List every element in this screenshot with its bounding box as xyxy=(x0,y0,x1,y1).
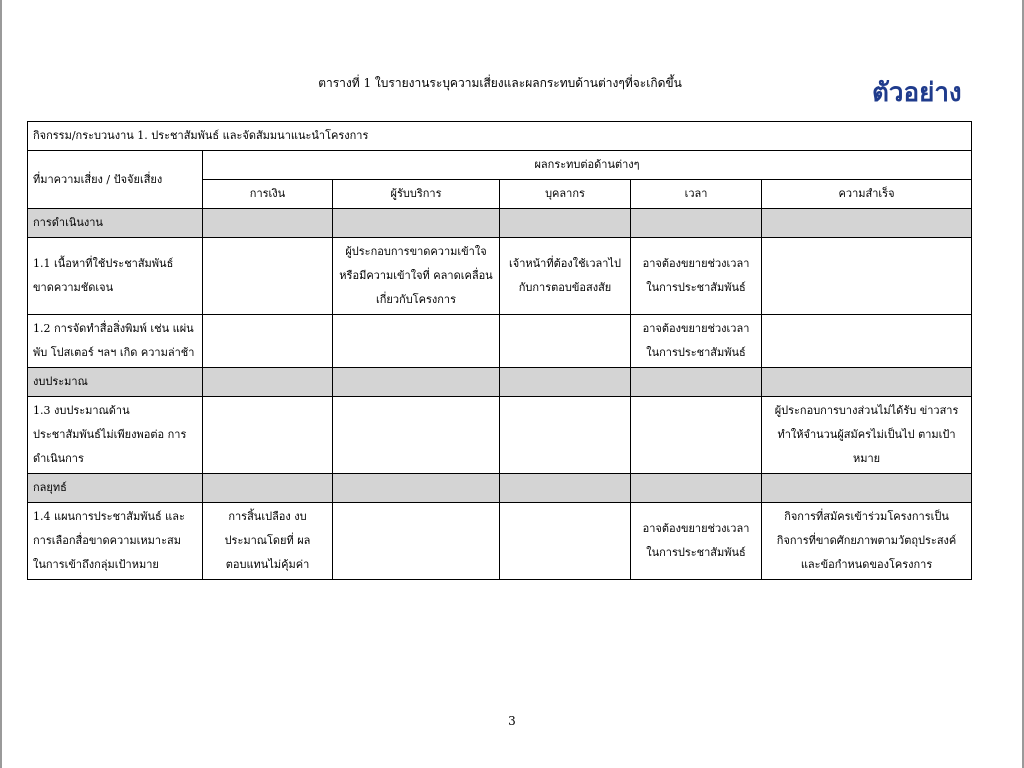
risk-source-cell: 1.3 งบประมาณด้าน ประชาสัมพันธ์ไม่เพียงพอต่อ การดำเนินการ xyxy=(28,397,203,474)
column-header-finance: การเงิน xyxy=(203,180,333,209)
time-cell: อาจต้องขยายช่วงเวลา ในการประชาสัมพันธ์ xyxy=(631,315,762,368)
finance-cell xyxy=(203,315,333,368)
column-header-customer: ผู้รับบริการ xyxy=(333,180,500,209)
page-border-left xyxy=(0,0,2,768)
table-row xyxy=(28,503,972,580)
risk-source-cell: 1.1 เนื้อหาที่ใช้ประชาสัมพันธ์ ขาดความชัดเจน xyxy=(28,238,203,315)
personnel-cell xyxy=(500,315,631,368)
risk-source-cell: 1.2 การจัดทำสื่อสิ่งพิมพ์ เช่น แผ่นพับ โปสเตอร์ ฯลฯ เกิด ความล่าช้า xyxy=(28,315,203,368)
personnel-cell: เจ้าหน้าที่ต้องใช้เวลาไป กับการตอบข้อสงสัย xyxy=(500,238,631,315)
table-row xyxy=(28,238,972,315)
activity-row xyxy=(28,122,972,151)
finance-cell xyxy=(203,238,333,315)
category-row xyxy=(28,209,972,238)
finance-cell: การสิ้นเปลือง งบประมาณโดยที่ ผลตอบแทนไม่คุ้มค่า xyxy=(203,503,333,580)
category-row xyxy=(28,474,972,503)
document-title: ตารางที่ 1 ใบรายงานระบุความเสี่ยงและผลกระทบด้านต่างๆที่จะเกิดขึ้น xyxy=(318,76,682,90)
success-cell xyxy=(762,315,972,368)
success-cell: กิจการที่สมัครเข้าร่วมโครงการเป็น กิจการที่ขาดศักยภาพตามวัตถุประสงค์ และข้อกำหนดของโครงการ xyxy=(762,503,972,580)
activity-title: กิจกรรม/กระบวนงาน 1. ประชาสัมพันธ์ และจัดสัมมนาแนะนำโครงการ xyxy=(28,122,972,151)
category-label: งบประมาณ xyxy=(28,368,203,397)
risk-source-cell: 1.4 แผนการประชาสัมพันธ์ และ การเลือกสื่อขาดความเหมาะสม ในการเข้าถึงกลุ่มเป้าหมาย xyxy=(28,503,203,580)
page-number: 3 xyxy=(508,714,516,728)
header-row xyxy=(28,151,972,180)
table-row xyxy=(28,315,972,368)
personnel-cell xyxy=(500,397,631,474)
finance-cell xyxy=(203,397,333,474)
sample-label: ตัวอย่าง xyxy=(872,78,962,108)
success-cell: ผู้ประกอบการบางส่วนไม่ได้รับ ข่าวสารทำให้จำนวนผู้สมัครไม่เป็นไป ตามเป้าหมาย xyxy=(762,397,972,474)
time-cell xyxy=(631,397,762,474)
personnel-cell xyxy=(500,503,631,580)
impact-header: ผลกระทบต่อด้านต่างๆ xyxy=(203,151,972,180)
column-header-success: ความสำเร็จ xyxy=(762,180,972,209)
time-cell: อาจต้องขยายช่วงเวลา ในการประชาสัมพันธ์ xyxy=(631,238,762,315)
category-row xyxy=(28,368,972,397)
customer-cell xyxy=(333,397,500,474)
customer-cell: ผู้ประกอบการขาดความเข้าใจ หรือมีความเข้าใจที่ คลาดเคลื่อนเกี่ยวกับโครงการ xyxy=(333,238,500,315)
category-label: กลยุทธ์ xyxy=(28,474,203,503)
table-row xyxy=(28,397,972,474)
column-header-personnel: บุคลากร xyxy=(500,180,631,209)
risk-source-header: ที่มาความเสี่ยง / ปัจจัยเสี่ยง xyxy=(28,151,203,209)
success-cell xyxy=(762,238,972,315)
customer-cell xyxy=(333,315,500,368)
category-label: การดำเนินงาน xyxy=(28,209,203,238)
column-header-time: เวลา xyxy=(631,180,762,209)
risk-report-table xyxy=(27,121,972,580)
customer-cell xyxy=(333,503,500,580)
time-cell: อาจต้องขยายช่วงเวลา ในการประชาสัมพันธ์ xyxy=(631,503,762,580)
